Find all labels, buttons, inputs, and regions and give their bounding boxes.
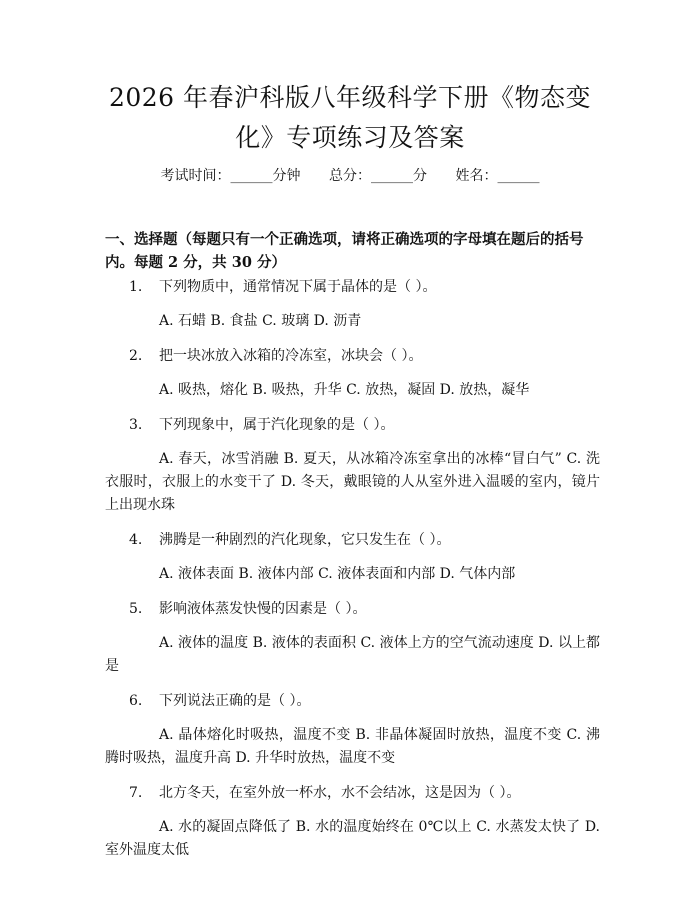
question-number: 4.: [129, 532, 143, 548]
question-stem: [105, 276, 600, 298]
question-text: 北方冬天，在室外放一杯水，水不会结冰，这是因为（ ）。: [159, 785, 521, 801]
question-options: A. 水的凝固点降低了 B. 水的温度始终在 0℃以上 C. 水蒸发太快了 D. 室外温度太低: [105, 819, 600, 858]
question-3: [105, 414, 600, 517]
question-stem: [105, 598, 600, 620]
question-number: 6.: [129, 693, 143, 709]
section-heading: 一、选择题（每题只有一个正确选项，请将正确选项的字母填在题后的括号内。每题 2 分，共 30 分）: [105, 231, 584, 271]
question-1: [105, 276, 600, 333]
student-name: 姓名：______: [455, 168, 540, 184]
question-5: [105, 598, 600, 678]
question-text: 下列物质中，通常情况下属于晶体的是（ ）。: [159, 279, 437, 295]
question-options: A. 吸热，熔化 B. 吸热，升华 C. 放热，凝固 D. 放热，凝华: [159, 382, 530, 398]
title-line-1: 2026 年春沪科版八年级科学下册《物态变: [108, 83, 592, 112]
question-options: A. 春天，冰雪消融 B. 夏天，从冰箱冷冻室拿出的冰棒“冒白气” C. 洗衣服时，衣服上的水变干了 D. 冬天，戴眼镜的人从室外进入温暖的室内，镜片上出现水珠: [105, 451, 600, 513]
question-text: 影响液体蒸发快慢的因素是（ ）。: [159, 601, 367, 617]
question-number: 1.: [129, 279, 143, 295]
question-text: 下列现象中，属于汽化现象的是（ ）。: [159, 417, 395, 433]
question-number: 3.: [129, 417, 143, 433]
question-list: [105, 276, 600, 874]
question-number: 5.: [129, 601, 143, 617]
question-options: A. 石蜡 B. 食盐 C. 玻璃 D. 沥青: [159, 313, 362, 329]
question-number: 2.: [129, 348, 143, 364]
question-options: A. 液体的温度 B. 液体的表面积 C. 液体上方的空气流动速度 D. 以上都是: [105, 635, 600, 674]
question-stem: [105, 414, 600, 436]
question-text: 下列说法正确的是（ ）。: [159, 693, 311, 709]
question-options: A. 液体表面 B. 液体内部 C. 液体表面和内部 D. 气体内部: [159, 566, 516, 582]
exam-time: 考试时间：______分钟: [160, 168, 301, 184]
question-stem: [105, 690, 600, 712]
question-number: 7.: [129, 785, 143, 801]
exam-total-score: 总分：______分: [329, 168, 427, 184]
title-line-2: 化》专项练习及答案: [235, 123, 465, 152]
question-options: A. 晶体熔化时吸热，温度不变 B. 非晶体凝固时放热，温度不变 C. 沸腾时吸热，温度升高 D. 升华时放热，温度不变: [105, 727, 600, 766]
question-7: [105, 782, 600, 862]
question-4: [105, 529, 600, 586]
document-title: [80, 78, 620, 158]
question-stem: [105, 782, 600, 804]
question-text: 把一块冰放入冰箱的冷冻室，冰块会（ ）。: [159, 348, 423, 364]
question-6: [105, 690, 600, 770]
exam-info-row: [0, 166, 700, 186]
question-text: 沸腾是一种剧烈的汽化现象，它只发生在（ ）。: [159, 532, 451, 548]
question-stem: [105, 345, 600, 367]
question-2: [105, 345, 600, 402]
question-stem: [105, 529, 600, 551]
